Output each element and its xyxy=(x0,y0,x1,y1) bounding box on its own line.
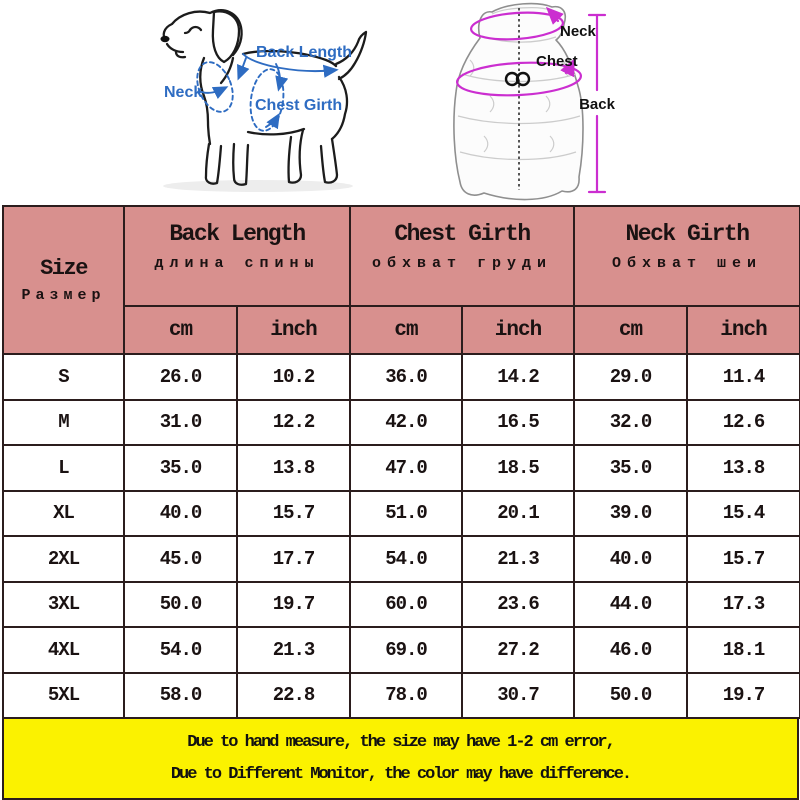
value-cell: 42.0 xyxy=(350,400,462,446)
value-cell: 35.0 xyxy=(574,445,687,491)
value-cell: 21.3 xyxy=(237,627,350,673)
size-cell: S xyxy=(3,354,124,400)
value-cell: 15.7 xyxy=(237,491,350,537)
table-row-4xl xyxy=(3,627,800,673)
column-header-en: Back Length xyxy=(169,221,305,247)
value-cell: 13.8 xyxy=(237,445,350,491)
unit-header-cm: cm xyxy=(350,306,462,354)
size-header-en: Size xyxy=(40,256,87,281)
value-cell: 11.4 xyxy=(687,354,800,400)
shoulder-arrow xyxy=(239,58,246,77)
size-cell: 3XL xyxy=(3,582,124,628)
value-cell: 15.7 xyxy=(687,536,800,582)
measurement-diagrams xyxy=(0,0,800,205)
value-cell: 29.0 xyxy=(574,354,687,400)
column-header-back-length xyxy=(124,206,350,306)
value-cell: 17.3 xyxy=(687,582,800,628)
column-header-en: Chest Girth xyxy=(394,221,530,247)
value-cell: 27.2 xyxy=(462,627,574,673)
value-cell: 16.5 xyxy=(462,400,574,446)
value-cell: 69.0 xyxy=(350,627,462,673)
unit-header-inch: inch xyxy=(687,306,800,354)
dog-measure-annotations xyxy=(190,54,335,133)
value-cell: 40.0 xyxy=(124,491,237,537)
column-header-ru: обхват груди xyxy=(371,255,553,272)
value-cell: 35.0 xyxy=(124,445,237,491)
size-table-body xyxy=(3,354,800,718)
table-row-2xl xyxy=(3,536,800,582)
value-cell: 12.2 xyxy=(237,400,350,446)
value-cell: 30.7 xyxy=(462,673,574,719)
column-header-ru: длина спины xyxy=(154,255,320,272)
unit-header-cm: cm xyxy=(574,306,687,354)
value-cell: 10.2 xyxy=(237,354,350,400)
size-cell: M xyxy=(3,400,124,446)
value-cell: 23.6 xyxy=(462,582,574,628)
value-cell: 13.8 xyxy=(687,445,800,491)
value-cell: 45.0 xyxy=(124,536,237,582)
value-cell: 39.0 xyxy=(574,491,687,537)
table-row-3xl xyxy=(3,582,800,628)
table-row-l xyxy=(3,445,800,491)
value-cell: 18.5 xyxy=(462,445,574,491)
value-cell: 54.0 xyxy=(124,627,237,673)
dog-measurement-diagram xyxy=(0,0,400,205)
value-cell: 51.0 xyxy=(350,491,462,537)
value-cell: 78.0 xyxy=(350,673,462,719)
value-cell: 20.1 xyxy=(462,491,574,537)
value-cell: 60.0 xyxy=(350,582,462,628)
column-header-en: Neck Girth xyxy=(625,221,749,247)
value-cell: 15.4 xyxy=(687,491,800,537)
dog-chest-girth-label: Chest Girth xyxy=(255,97,343,114)
unit-header-inch: inch xyxy=(462,306,574,354)
table-row-s xyxy=(3,354,800,400)
dog-nose xyxy=(161,36,170,42)
value-cell: 54.0 xyxy=(350,536,462,582)
chest-bottom-arrow xyxy=(266,116,278,127)
value-cell: 14.2 xyxy=(462,354,574,400)
vest-back-label: Back xyxy=(579,96,615,113)
unit-header-inch: inch xyxy=(237,306,350,354)
value-cell: 19.7 xyxy=(687,673,800,719)
size-cell: 4XL xyxy=(3,627,124,673)
column-header-ru: Обхват шеи xyxy=(612,255,763,272)
vest-measurement-diagram xyxy=(400,0,800,205)
value-cell: 44.0 xyxy=(574,582,687,628)
size-cell: L xyxy=(3,445,124,491)
value-cell: 26.0 xyxy=(124,354,237,400)
table-row-xl xyxy=(3,491,800,537)
value-cell: 50.0 xyxy=(574,673,687,719)
table-row-5xl xyxy=(3,673,800,719)
unit-header-cm: cm xyxy=(124,306,237,354)
value-cell: 17.7 xyxy=(237,536,350,582)
value-cell: 47.0 xyxy=(350,445,462,491)
size-table-header xyxy=(3,206,800,354)
column-header-neck-girth xyxy=(574,206,800,306)
table-row-m xyxy=(3,400,800,446)
value-cell: 58.0 xyxy=(124,673,237,719)
size-cell: 5XL xyxy=(3,673,124,719)
size-cell: 2XL xyxy=(3,536,124,582)
vest-neck-label: Neck xyxy=(560,23,596,40)
size-column-header xyxy=(3,206,124,354)
column-header-chest-girth xyxy=(350,206,574,306)
disclaimer-footer xyxy=(2,719,799,800)
vest-chest-label: Chest xyxy=(536,53,578,70)
value-cell: 50.0 xyxy=(124,582,237,628)
value-cell: 21.3 xyxy=(462,536,574,582)
size-header-ru: Размер xyxy=(21,287,106,304)
value-cell: 46.0 xyxy=(574,627,687,673)
value-cell: 12.6 xyxy=(687,400,800,446)
disclaimer-line-1: Due to hand measure, the size may have 1-2 cm error, xyxy=(187,732,614,752)
value-cell: 22.8 xyxy=(237,673,350,719)
size-table xyxy=(2,205,800,719)
value-cell: 31.0 xyxy=(124,400,237,446)
dog-neck-label: Neck xyxy=(164,84,203,101)
dog-back-length-label: Back Length xyxy=(256,44,353,61)
value-cell: 40.0 xyxy=(574,536,687,582)
header-row xyxy=(3,206,800,306)
value-cell: 32.0 xyxy=(574,400,687,446)
size-cell: XL xyxy=(3,491,124,537)
value-cell: 18.1 xyxy=(687,627,800,673)
value-cell: 19.7 xyxy=(237,582,350,628)
value-cell: 36.0 xyxy=(350,354,462,400)
disclaimer-line-2: Due to Different Monitor, the color may have difference. xyxy=(170,765,631,785)
